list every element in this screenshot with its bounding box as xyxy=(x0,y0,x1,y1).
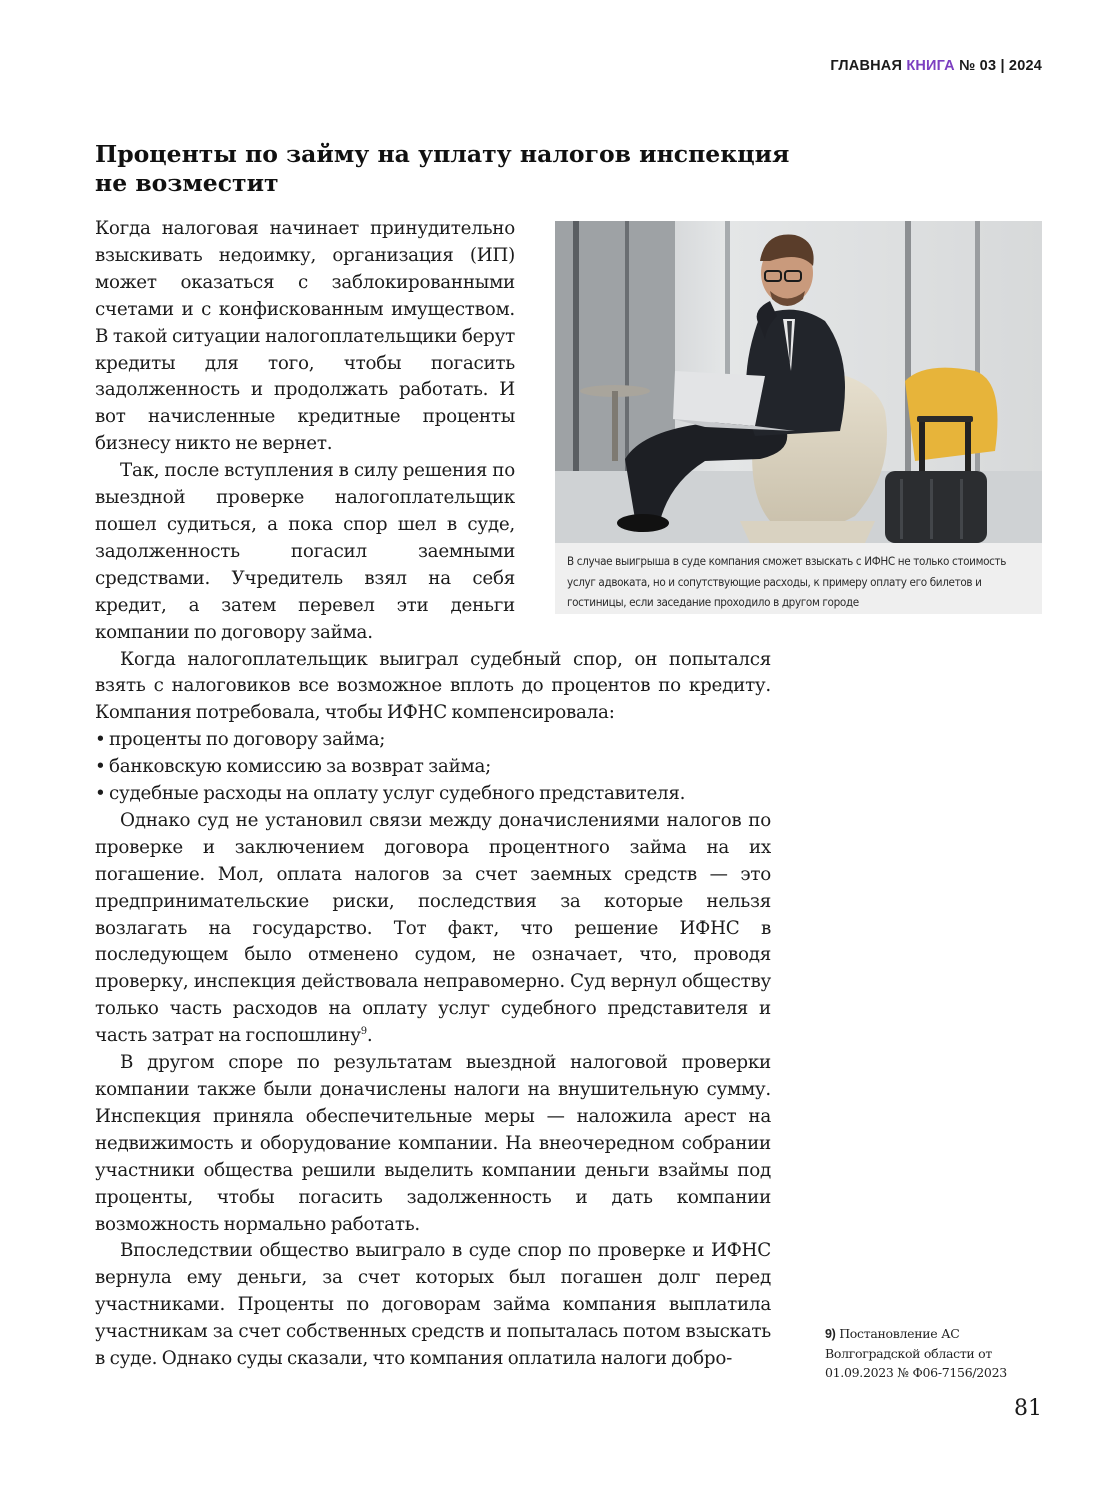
article-title: Проценты по займу на уплату налогов инспекция не возместит xyxy=(95,140,790,197)
paragraph-1: Когда налоговая начинает принудительно взыскивать недоимку, организация (ИП) может оказаться с заблокированными счетами и с конфискованным имуществом. В такой ситуации налогоплательщики берут кредиты для того, чтобы погасить задолженность и продолжать работать. И вот начисленные кредитные проценты бизнесу никто не вернет. xyxy=(95,218,515,455)
paragraph-5: В другом споре по результатам выездной налоговой проверки компании также были доначислены налоги на внушительную сумму. Инспекция приняла обеспечительные меры — наложила арест на недвижимость и оборудование компании. На внеочередном собрании участники общества решили выделить компании деньги взаймы под проценты, чтобы погасить задолженность и дать компании возможность нормально работать. xyxy=(95,1052,771,1235)
figure-caption: В случае выигрыша в суде компания сможет взыскать с ИФНС не только стоимость услуг адвоката, но и сопутствующие расходы, к примеру оплату его билетов и гостиницы, если заседание проходило в другом городе xyxy=(567,554,1007,609)
page-number: 81 xyxy=(1014,1396,1042,1421)
footnote-ref: 9 xyxy=(360,1026,367,1038)
list-item: • судебные расходы на оплату услуг судебного представителя. xyxy=(95,781,771,808)
paragraph-6: Впоследствии общество выиграло в суде спор по проверке и ИФНС вернула ему деньги, за счет которых был погашен долг перед участниками. Проценты по договорам займа компания выплатила участникам за счет собственных средств и попыталась потом взыскать в суде. Однако суды сказали, что компания оплатила налоги добро- xyxy=(95,1240,771,1370)
footnote xyxy=(825,1324,1045,1382)
masthead xyxy=(830,58,1042,74)
footnote-number: 9) xyxy=(825,1327,836,1341)
paragraph-2: Так, после вступления в силу решения по выездной проверке налогоплательщик пошел судиться, а пока спор шел в суде, задолженность погасил заемными средствами. Учредитель взял на себя кредит, а затем перевел эти деньги компании по договору займа. xyxy=(95,460,515,643)
masthead-issue: № 03 | 2024 xyxy=(959,58,1042,74)
list-item: • проценты по договору займа; xyxy=(95,727,771,754)
footnote-text: Постановление АС Волгоградской области от 01.09.2023 № Ф06-7156/2023 xyxy=(825,1326,1007,1380)
article-body xyxy=(95,216,771,1373)
masthead-brand: ГЛАВНАЯ xyxy=(830,58,903,74)
paragraph-4-text: Однако суд не установил связи между доначислениями налогов по проверке и заключением договора процентного займа на их погашение. Мол, оплата налогов за счет заемных средств — это предпринимательские риски, последствия за которые нельзя возлагать на государство. Тот факт, что решение ИФНС в последующем было отменено судом, не означает, что, проводя проверку, инспекция действовала неправомерно. Суд вернул обществу только часть расходов на оплату услуг судебного представителя и часть затрат на госпошлину xyxy=(95,809,771,1047)
paragraph-4: Однако суд не установил связи между доначислениями налогов по проверке и заключением договора процентного займа на их погашение. Мол, оплата налогов за счет заемных средств — это предпринимательские риски, последствия за которые нельзя возлагать на государство. Тот факт, что решение ИФНС в последующем было отменено судом, не означает, что, проводя проверку, инспекция действовала неправомерно. Суд вернул обществу только часть расходов на оплату услуг судебного представителя и часть затрат на госпошлину$^9$. xyxy=(95,809,771,1047)
masthead-brand-accent: КНИГА xyxy=(906,58,955,74)
paragraph-3: Когда налогоплательщик выиграл судебный спор, он попытался взять с налоговиков все возможное вплоть до процентов по кредиту. Компания потребовала, чтобы ИФНС компенсировала: xyxy=(95,648,771,724)
list-item: • банковскую комиссию за возврат займа; xyxy=(95,754,771,781)
bullet-list xyxy=(95,727,771,808)
